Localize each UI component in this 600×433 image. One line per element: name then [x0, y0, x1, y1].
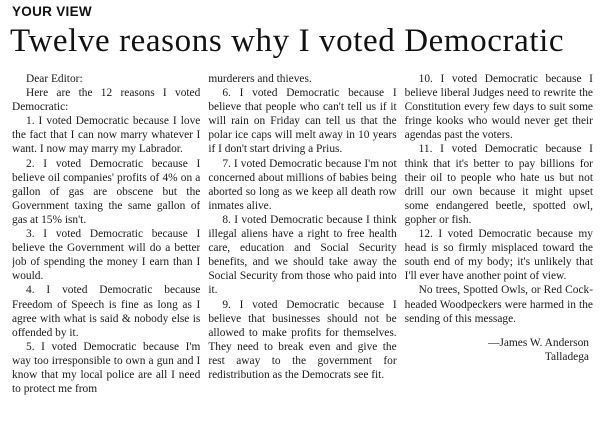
reason-11: 11. I voted Democratic because I think that it's better to pay billions for their oil to people who hate us but not drill our own because it might upset some endangered beetle, spotted owl, gopher or fish. — [404, 143, 593, 226]
reason-6: 6. I voted Democratic because I believe that people who can't tell us if it will rain on Friday can tell us that the polar ice caps will melt away in 10 years if I don't start driving a Prius. — [208, 87, 397, 156]
intro: Here are the 12 reasons I voted Democratic: — [12, 87, 201, 114]
reason-4: 4. I voted Democratic because Freedom of Speech is fine as long as I agree with what is said & nobody else is offended by it. — [12, 284, 201, 339]
signature-block — [405, 336, 593, 364]
reason-5: 5. I voted Democratic because I'm way too irresponsible to own a gun and I know that my local police are all I need to protect me from — [12, 340, 201, 396]
reason-1: 1. I voted Democratic because I love the fact that I can now marry whatever I want. I now may marry my Labrador. — [12, 115, 201, 156]
closing-note: No trees, Spotted Owls, or Red Cock-headed Woodpeckers were harmed in the sending of this message. — [404, 284, 593, 325]
reason-7: 7. I voted Democratic because I'm not concerned about millions of babies being aborted so long as we keep all death row inmates alive. — [208, 157, 397, 212]
reason-2: 2. I voted Democratic because I believe oil companies' profits of 4% on a gallon of gas are obscene but the Government taxing the same gallon of gas at 15% isn't. — [12, 157, 201, 226]
reason-12: 12. I voted Democratic because my head is so firmly misplaced toward the south end of my body; it's unlikely that I'll ever have another point of view. — [404, 228, 593, 283]
reason-8: 8. I voted Democratic because I think illegal aliens have a right to free health care, education and Social Security benefits, and we should take away the Social Security from those who paid into it. — [208, 213, 397, 297]
headline: Twelve reasons why I voted Democratic — [10, 23, 565, 59]
column-3 — [405, 72, 593, 433]
salutation: Dear Editor: — [26, 73, 83, 85]
column-1 — [12, 72, 200, 433]
column-2 — [208, 72, 396, 433]
reason-9: 9. I voted Democratic because I believe that businesses should not be allowed to make profits for themselves. They need to break even and give the rest away to the government for redistribution as the Democrats see fit. — [208, 298, 397, 381]
section-label: YOUR VIEW — [12, 4, 92, 19]
reason-10: 10. I voted Democratic because I believe liberal Judges need to rewrite the Constitution every few days to suit some fringe kooks who would never get their agendas past the voters. — [404, 73, 593, 142]
reason-5-continued: murderers and thieves. — [208, 73, 312, 85]
signature: —James W. Anderson — [488, 336, 589, 349]
signature-location: Talladega — [544, 350, 589, 363]
letter-body — [12, 72, 593, 433]
reason-3: 3. I voted Democratic because I believe the Government will do a better job of spending the money I earn than I would. — [12, 228, 201, 283]
